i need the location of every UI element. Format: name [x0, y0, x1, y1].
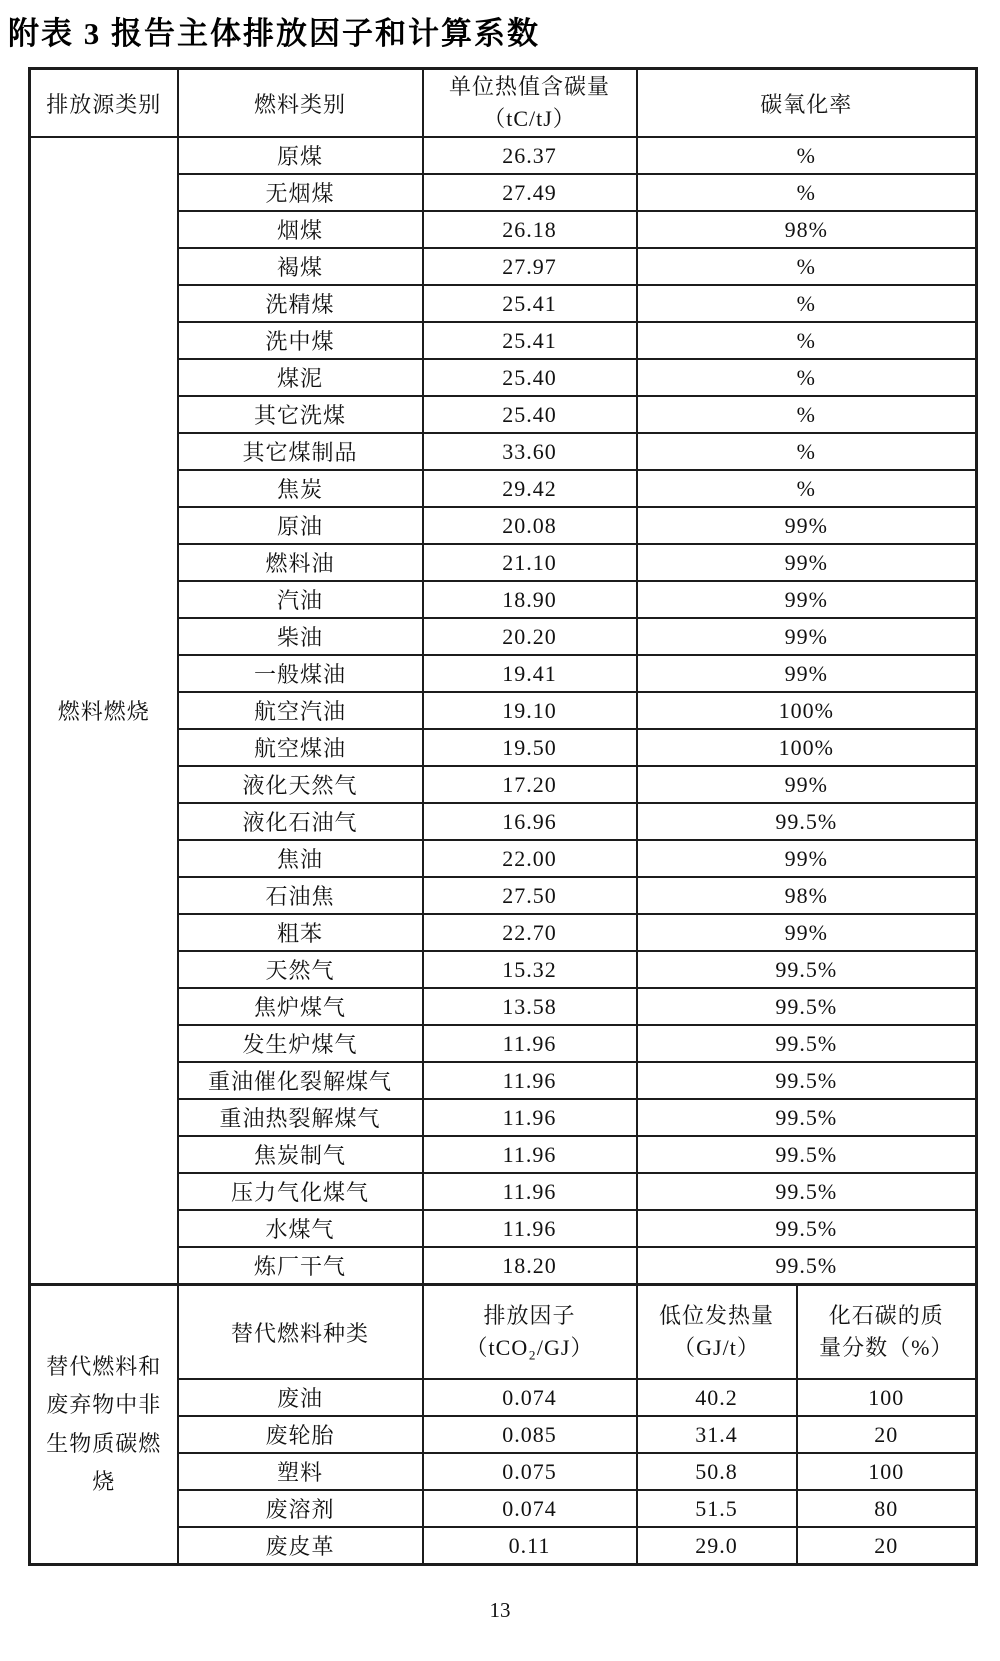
alt-fuel-cell: 塑料 — [178, 1453, 423, 1490]
carbon-cell: 21.10 — [423, 544, 637, 581]
fuel-cell: 褐煤 — [178, 248, 423, 285]
fuel-cell: 压力气化煤气 — [178, 1173, 423, 1210]
carbon-cell: 25.40 — [423, 396, 637, 433]
fuel-cell: 柴油 — [178, 618, 423, 655]
carbon-cell: 27.97 — [423, 248, 637, 285]
carbon-cell: 26.37 — [423, 137, 637, 174]
fuel-cell: 重油热裂解煤气 — [178, 1099, 423, 1136]
carbon-cell: 27.50 — [423, 877, 637, 914]
carbon-cell: 18.90 — [423, 581, 637, 618]
fuel-cell: 无烟煤 — [178, 174, 423, 211]
fuel-cell: 焦炭制气 — [178, 1136, 423, 1173]
oxidation-cell: 100% — [637, 729, 977, 766]
oxidation-cell: % — [637, 285, 977, 322]
fuel-cell: 洗中煤 — [178, 322, 423, 359]
carbon-cell: 19.41 — [423, 655, 637, 692]
carbon-cell: 29.42 — [423, 470, 637, 507]
fossil-cell: 100 — [797, 1379, 977, 1416]
factor-cell: 0.075 — [423, 1453, 637, 1490]
fuel-cell: 汽油 — [178, 581, 423, 618]
carbon-cell: 15.32 — [423, 951, 637, 988]
header-fuel-type: 燃料类别 — [178, 69, 423, 138]
carbon-cell: 22.00 — [423, 840, 637, 877]
carbon-cell: 11.96 — [423, 1099, 637, 1136]
alt-fuel-cell: 废油 — [178, 1379, 423, 1416]
fuel-cell: 原煤 — [178, 137, 423, 174]
carbon-cell: 25.41 — [423, 322, 637, 359]
header-source-category: 排放源类别 — [30, 69, 178, 138]
oxidation-cell: 99% — [637, 840, 977, 877]
carbon-cell: 18.20 — [423, 1247, 637, 1285]
header-oxidation-rate: 碳氧化率 — [637, 69, 977, 138]
fuel-cell: 燃料油 — [178, 544, 423, 581]
heat-cell: 51.5 — [637, 1490, 797, 1527]
fuel-cell: 焦炉煤气 — [178, 988, 423, 1025]
header-lower-heating-value — [637, 1285, 797, 1380]
oxidation-cell: % — [637, 359, 977, 396]
fuel-cell: 煤泥 — [178, 359, 423, 396]
section2-header-row — [30, 1285, 977, 1380]
heat-cell: 31.4 — [637, 1416, 797, 1453]
page-number: 13 — [489, 1598, 511, 1622]
factor-cell: 0.074 — [423, 1379, 637, 1416]
oxidation-cell: 99% — [637, 507, 977, 544]
fuel-cell: 原油 — [178, 507, 423, 544]
fuel-cell: 石油焦 — [178, 877, 423, 914]
carbon-cell: 11.96 — [423, 1173, 637, 1210]
alt-fuel-cell: 废轮胎 — [178, 1416, 423, 1453]
oxidation-cell: 99.5% — [637, 803, 977, 840]
fossil-cell: 100 — [797, 1453, 977, 1490]
oxidation-cell: 99% — [637, 766, 977, 803]
source-line: 替代燃料和 — [46, 1353, 162, 1379]
header-emission-factor — [423, 1285, 637, 1380]
header-carbon-line2: （tC/tJ） — [483, 106, 576, 131]
fossil-cell: 80 — [797, 1490, 977, 1527]
source-line: 烧 — [92, 1469, 116, 1494]
carbon-cell: 16.96 — [423, 803, 637, 840]
carbon-cell: 17.20 — [423, 766, 637, 803]
oxidation-cell: 99% — [637, 618, 977, 655]
oxidation-cell: 99% — [637, 914, 977, 951]
fuel-cell: 一般煤油 — [178, 655, 423, 692]
oxidation-cell: 99% — [637, 544, 977, 581]
header-heat-line1: 低位发热量 — [658, 1303, 774, 1329]
oxidation-cell: 99.5% — [637, 1247, 977, 1285]
factor-cell: 0.074 — [423, 1490, 637, 1527]
header-factor-line2: （tCO₂/GJ） — [465, 1335, 594, 1360]
fuel-cell: 液化石油气 — [178, 803, 423, 840]
oxidation-cell: % — [637, 174, 977, 211]
fuel-cell: 重油催化裂解煤气 — [178, 1062, 423, 1099]
table-row — [30, 137, 977, 174]
factor-cell: 0.085 — [423, 1416, 637, 1453]
fuel-cell: 液化天然气 — [178, 766, 423, 803]
source-category-fuel-combustion: 燃料燃烧 — [30, 137, 178, 1285]
carbon-cell: 25.40 — [423, 359, 637, 396]
fuel-cell: 粗苯 — [178, 914, 423, 951]
fuel-cell: 烟煤 — [178, 211, 423, 248]
header-alt-fuel-type: 替代燃料种类 — [178, 1285, 423, 1380]
carbon-cell: 33.60 — [423, 433, 637, 470]
source-line: 生物质碳燃 — [46, 1430, 162, 1456]
oxidation-cell: 99.5% — [637, 1099, 977, 1136]
factor-cell: 0.11 — [423, 1527, 637, 1565]
source-category-alt-fuel — [30, 1285, 178, 1565]
oxidation-cell: 98% — [637, 877, 977, 914]
oxidation-cell: 100% — [637, 692, 977, 729]
oxidation-cell: % — [637, 396, 977, 433]
header-fossil-line1: 化石碳的质 — [828, 1303, 944, 1329]
fuel-cell: 其它煤制品 — [178, 433, 423, 470]
oxidation-cell: 99.5% — [637, 988, 977, 1025]
carbon-cell: 19.50 — [423, 729, 637, 766]
heat-cell: 50.8 — [637, 1453, 797, 1490]
heat-cell: 29.0 — [637, 1527, 797, 1565]
oxidation-cell: 99.5% — [637, 1062, 977, 1099]
carbon-cell: 27.49 — [423, 174, 637, 211]
fuel-cell: 发生炉煤气 — [178, 1025, 423, 1062]
fuel-cell: 其它洗煤 — [178, 396, 423, 433]
fuel-cell: 炼厂干气 — [178, 1247, 423, 1285]
carbon-cell: 26.18 — [423, 211, 637, 248]
page-title: 附表 3 报告主体排放因子和计算系数 — [8, 16, 540, 51]
header-heat-line2: （GJ/t） — [673, 1335, 760, 1360]
carbon-cell: 19.10 — [423, 692, 637, 729]
carbon-cell: 25.41 — [423, 285, 637, 322]
carbon-cell: 22.70 — [423, 914, 637, 951]
carbon-cell: 11.96 — [423, 1210, 637, 1247]
alt-fuel-cell: 废皮革 — [178, 1527, 423, 1565]
header-carbon-line1: 单位热值含碳量 — [448, 74, 610, 100]
oxidation-cell: 99.5% — [637, 951, 977, 988]
oxidation-cell: 99.5% — [637, 1173, 977, 1210]
header-fossil-carbon-fraction — [797, 1285, 977, 1380]
fuel-cell: 天然气 — [178, 951, 423, 988]
fuel-cell: 水煤气 — [178, 1210, 423, 1247]
fuel-cell: 洗精煤 — [178, 285, 423, 322]
fossil-cell: 20 — [797, 1416, 977, 1453]
oxidation-cell: 99.5% — [637, 1210, 977, 1247]
carbon-cell: 11.96 — [423, 1136, 637, 1173]
header-row — [30, 69, 977, 138]
oxidation-cell: 98% — [637, 211, 977, 248]
header-carbon-content — [423, 69, 637, 138]
carbon-cell: 11.96 — [423, 1025, 637, 1062]
oxidation-cell: % — [637, 470, 977, 507]
carbon-cell: 20.08 — [423, 507, 637, 544]
alt-fuel-cell: 废溶剂 — [178, 1490, 423, 1527]
source-line: 废弃物中非 — [46, 1392, 162, 1417]
oxidation-cell: 99.5% — [637, 1136, 977, 1173]
oxidation-cell: % — [637, 433, 977, 470]
heat-cell: 40.2 — [637, 1379, 797, 1416]
carbon-cell: 20.20 — [423, 618, 637, 655]
emission-factors-table — [28, 67, 978, 1566]
carbon-cell: 11.96 — [423, 1062, 637, 1099]
fuel-cell: 航空煤油 — [178, 729, 423, 766]
oxidation-cell: 99% — [637, 655, 977, 692]
fuel-cell: 焦炭 — [178, 470, 423, 507]
fuel-cell: 焦油 — [178, 840, 423, 877]
oxidation-cell: 99.5% — [637, 1025, 977, 1062]
fossil-cell: 20 — [797, 1527, 977, 1565]
header-factor-line1: 排放因子 — [483, 1303, 576, 1329]
carbon-cell: 13.58 — [423, 988, 637, 1025]
oxidation-cell: % — [637, 248, 977, 285]
fuel-cell: 航空汽油 — [178, 692, 423, 729]
header-fossil-line2: 量分数（%） — [819, 1335, 954, 1360]
oxidation-cell: % — [637, 322, 977, 359]
oxidation-cell: 99% — [637, 581, 977, 618]
oxidation-cell: % — [637, 137, 977, 174]
